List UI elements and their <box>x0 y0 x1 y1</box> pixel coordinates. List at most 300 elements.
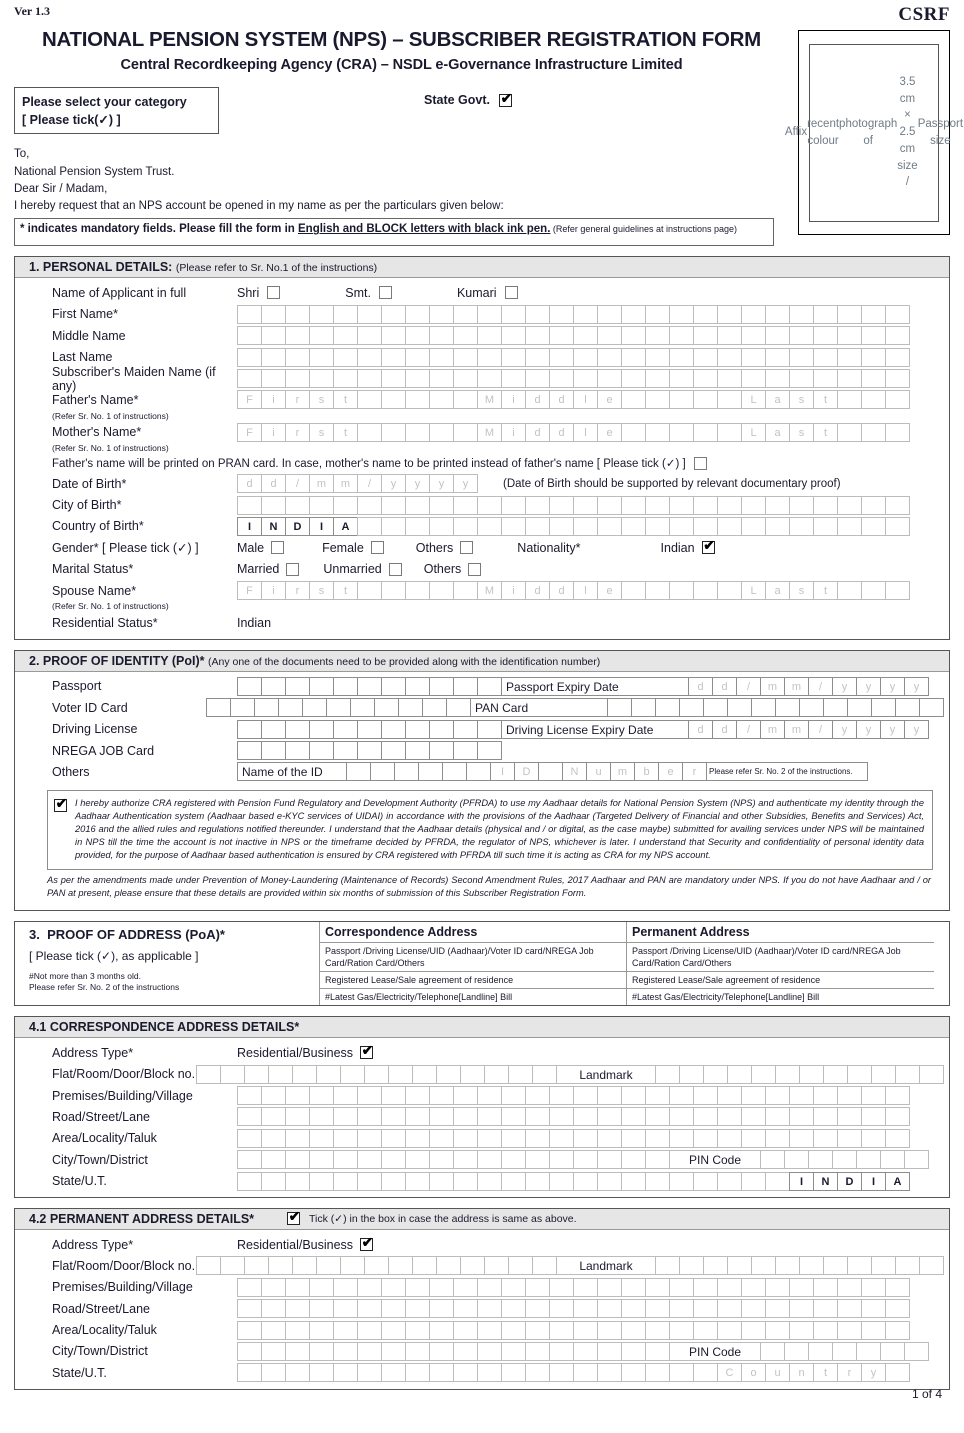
input-cell[interactable] <box>837 1086 862 1105</box>
input-cell[interactable] <box>765 305 790 324</box>
input-cell[interactable] <box>573 517 598 536</box>
input-cell[interactable]: d <box>549 423 574 442</box>
input-cell[interactable] <box>261 1172 286 1191</box>
input-cell[interactable] <box>717 348 742 367</box>
input-cell[interactable] <box>436 1065 461 1084</box>
input-cell[interactable] <box>669 1172 694 1191</box>
input-cell[interactable] <box>357 423 382 442</box>
state-govt-checkbox[interactable] <box>499 94 512 107</box>
input-cell[interactable] <box>326 698 351 717</box>
option-checkbox[interactable] <box>468 563 481 576</box>
salutation-checkbox[interactable] <box>267 286 280 299</box>
input-cell[interactable] <box>429 1278 454 1297</box>
input-cell[interactable]: m <box>784 720 809 739</box>
input-cell[interactable] <box>693 1172 718 1191</box>
input-cell[interactable] <box>880 1150 905 1169</box>
input-cell[interactable] <box>237 1086 262 1105</box>
input-cell[interactable] <box>453 1321 478 1340</box>
option-checkbox[interactable] <box>271 541 284 554</box>
perm-address-type-checkbox[interactable] <box>360 1238 373 1251</box>
input-cell[interactable] <box>573 1129 598 1148</box>
poa-doc-option[interactable]: #Latest Gas/Electricity/Telephone[Landline] Bill <box>627 988 934 1005</box>
input-cell[interactable] <box>466 762 491 781</box>
input-cell[interactable] <box>237 326 262 345</box>
input-cell[interactable] <box>357 677 382 696</box>
input-cell[interactable] <box>669 369 694 388</box>
input-cell[interactable] <box>717 1321 742 1340</box>
input-cell[interactable] <box>333 741 358 760</box>
input-cell[interactable] <box>333 1150 358 1169</box>
same-as-above-checkbox[interactable] <box>287 1212 300 1225</box>
input-cell[interactable] <box>237 720 262 739</box>
input-cell[interactable] <box>357 348 382 367</box>
input-cell[interactable] <box>525 305 550 324</box>
input-cell[interactable] <box>861 1278 886 1297</box>
input-cell[interactable] <box>453 517 478 536</box>
perm-address-type-option[interactable] <box>237 1238 373 1252</box>
input-cell[interactable]: l <box>573 390 598 409</box>
input-cell[interactable] <box>501 1150 526 1169</box>
input-cell[interactable] <box>501 496 526 515</box>
input-cell[interactable]: a <box>765 423 790 442</box>
input-cell[interactable]: I <box>490 762 515 781</box>
address-row-grid[interactable] <box>237 1342 928 1361</box>
input-cell[interactable] <box>261 741 286 760</box>
input-cell[interactable] <box>381 390 406 409</box>
input-cell[interactable]: d <box>525 423 550 442</box>
poa-doc-option[interactable]: Passport /Driving License/UID (Aadhaar)/Voter ID card/NREGA Job Card/Ration Card/Others <box>320 942 626 971</box>
input-cell[interactable] <box>237 348 262 367</box>
input-cell[interactable] <box>285 741 310 760</box>
input-cell[interactable] <box>477 517 502 536</box>
input-cell[interactable] <box>285 326 310 345</box>
input-cell[interactable]: D <box>837 1172 862 1191</box>
input-cell[interactable] <box>717 1107 742 1126</box>
input-cell[interactable]: o <box>741 1363 766 1382</box>
input-cell[interactable] <box>832 1342 857 1361</box>
input-cell[interactable] <box>525 1150 550 1169</box>
input-cell[interactable] <box>621 369 646 388</box>
input-cell[interactable] <box>832 1150 857 1169</box>
input-cell[interactable] <box>357 1363 382 1382</box>
input-cell[interactable] <box>880 1342 905 1361</box>
input-cell[interactable] <box>429 1172 454 1191</box>
input-cell[interactable] <box>429 677 454 696</box>
input-cell[interactable] <box>799 698 824 717</box>
input-cell[interactable] <box>621 390 646 409</box>
input-cell[interactable] <box>237 1278 262 1297</box>
input-cell[interactable]: / <box>808 677 833 696</box>
input-cell[interactable] <box>789 326 814 345</box>
input-cell[interactable] <box>789 1129 814 1148</box>
input-cell[interactable] <box>340 1256 365 1275</box>
input-cell[interactable] <box>357 1321 382 1340</box>
input-cell[interactable] <box>525 1172 550 1191</box>
input-cell[interactable] <box>693 1321 718 1340</box>
input-cell[interactable] <box>442 762 467 781</box>
input-cell[interactable] <box>268 1065 293 1084</box>
input-cell[interactable]: b <box>634 762 659 781</box>
input-cell[interactable] <box>525 1086 550 1105</box>
input-cell[interactable] <box>309 1172 334 1191</box>
input-cell[interactable] <box>856 1150 881 1169</box>
input-cell[interactable] <box>789 1086 814 1105</box>
input-cell[interactable] <box>429 496 454 515</box>
input-cell[interactable] <box>333 496 358 515</box>
input-cell[interactable] <box>405 1172 430 1191</box>
input-cell[interactable] <box>837 517 862 536</box>
input-cell[interactable] <box>237 1107 262 1126</box>
input-cell[interactable]: s <box>789 581 814 600</box>
input-cell[interactable] <box>895 1256 920 1275</box>
input-cell[interactable] <box>261 720 286 739</box>
input-cell[interactable] <box>453 496 478 515</box>
input-cell[interactable] <box>237 1129 262 1148</box>
input-cell[interactable]: y <box>861 1363 886 1382</box>
input-cell[interactable]: i <box>501 390 526 409</box>
input-cell[interactable] <box>885 369 910 388</box>
input-cell[interactable] <box>501 1107 526 1126</box>
input-cell[interactable] <box>412 1065 437 1084</box>
input-cell[interactable] <box>388 1256 413 1275</box>
input-cell[interactable] <box>621 581 646 600</box>
input-cell[interactable] <box>309 1150 334 1169</box>
input-cell[interactable] <box>597 496 622 515</box>
gender-male[interactable] <box>237 541 284 555</box>
input-cell[interactable]: A <box>885 1172 910 1191</box>
input-cell[interactable] <box>381 423 406 442</box>
input-cell[interactable] <box>621 1299 646 1318</box>
input-cell[interactable] <box>645 326 670 345</box>
input-cell[interactable] <box>237 1363 262 1382</box>
input-cell[interactable]: a <box>765 390 790 409</box>
address-row-grid[interactable] <box>237 1299 909 1318</box>
input-cell[interactable] <box>693 1278 718 1297</box>
input-cell[interactable] <box>309 1086 334 1105</box>
input-cell[interactable]: d <box>549 581 574 600</box>
input-cell[interactable] <box>549 1299 574 1318</box>
input-cell[interactable] <box>381 581 406 600</box>
input-cell[interactable]: e <box>658 762 683 781</box>
input-cell[interactable] <box>765 496 790 515</box>
input-cell[interactable] <box>717 326 742 345</box>
input-cell[interactable] <box>885 1299 910 1318</box>
input-cell[interactable] <box>477 720 502 739</box>
input-cell[interactable] <box>381 1150 406 1169</box>
input-cell[interactable] <box>357 369 382 388</box>
input-cell[interactable] <box>261 1086 286 1105</box>
input-cell[interactable] <box>741 348 766 367</box>
input-cell[interactable] <box>309 741 334 760</box>
input-cell[interactable] <box>206 698 231 717</box>
input-cell[interactable] <box>237 1299 262 1318</box>
input-cell[interactable] <box>381 1278 406 1297</box>
input-cell[interactable] <box>381 1129 406 1148</box>
input-cell[interactable] <box>244 1065 269 1084</box>
input-cell[interactable] <box>508 1256 533 1275</box>
input-cell[interactable] <box>418 762 443 781</box>
input-cell[interactable] <box>261 1321 286 1340</box>
input-cell[interactable] <box>285 305 310 324</box>
option-checkbox[interactable] <box>371 541 384 554</box>
input-cell[interactable] <box>196 1256 221 1275</box>
input-cell[interactable] <box>655 1065 680 1084</box>
input-cell[interactable] <box>871 1256 896 1275</box>
input-cell[interactable] <box>429 1321 454 1340</box>
input-cell[interactable] <box>333 1086 358 1105</box>
input-cell[interactable]: l <box>573 581 598 600</box>
input-cell[interactable]: r <box>837 1363 862 1382</box>
input-cell[interactable] <box>484 1065 509 1084</box>
input-cell[interactable] <box>333 1342 358 1361</box>
input-cell[interactable] <box>405 390 430 409</box>
input-cell[interactable] <box>381 348 406 367</box>
corr-address-type-option[interactable] <box>237 1046 373 1060</box>
input-cell[interactable]: t <box>333 581 358 600</box>
input-cell[interactable] <box>597 1299 622 1318</box>
input-cell[interactable] <box>717 1299 742 1318</box>
input-cell[interactable] <box>789 348 814 367</box>
input-cell[interactable] <box>885 517 910 536</box>
input-cell[interactable] <box>357 1107 382 1126</box>
input-cell[interactable] <box>370 762 395 781</box>
input-cell[interactable] <box>645 496 670 515</box>
input-cell[interactable] <box>813 369 838 388</box>
input-cell[interactable] <box>549 1172 574 1191</box>
input-cell[interactable] <box>597 1086 622 1105</box>
input-cell[interactable] <box>549 1321 574 1340</box>
input-cell[interactable] <box>333 1107 358 1126</box>
input-cell[interactable] <box>727 1065 752 1084</box>
aadhaar-authorization-checkbox[interactable] <box>54 799 67 812</box>
input-cell[interactable] <box>813 305 838 324</box>
nationality-checkbox[interactable] <box>702 541 715 554</box>
input-cell[interactable] <box>381 517 406 536</box>
pran-mother-name-checkbox[interactable] <box>694 457 707 470</box>
input-cell[interactable] <box>405 581 430 600</box>
input-cell[interactable]: d <box>525 390 550 409</box>
input-cell[interactable]: t <box>333 423 358 442</box>
input-cell[interactable] <box>645 1299 670 1318</box>
input-cell[interactable] <box>885 1086 910 1105</box>
input-cell[interactable]: d <box>237 474 262 493</box>
input-cell[interactable] <box>261 1278 286 1297</box>
input-cell[interactable] <box>885 423 910 442</box>
input-cell[interactable] <box>808 1342 833 1361</box>
input-cell[interactable] <box>381 326 406 345</box>
input-cell[interactable] <box>645 305 670 324</box>
input-cell[interactable]: m <box>760 677 785 696</box>
input-cell[interactable] <box>693 423 718 442</box>
input-cell[interactable] <box>799 1065 824 1084</box>
input-cell[interactable] <box>309 369 334 388</box>
input-cell[interactable] <box>501 369 526 388</box>
input-cell[interactable] <box>645 1321 670 1340</box>
input-cell[interactable] <box>453 369 478 388</box>
poa-doc-option[interactable]: #Latest Gas/Electricity/Telephone[Landline] Bill <box>320 988 626 1005</box>
input-cell[interactable] <box>237 496 262 515</box>
input-cell[interactable] <box>309 720 334 739</box>
name-row-grid[interactable] <box>237 326 909 345</box>
input-cell[interactable] <box>261 1150 286 1169</box>
input-cell[interactable] <box>741 496 766 515</box>
input-cell[interactable] <box>789 1278 814 1297</box>
input-cell[interactable] <box>669 1129 694 1148</box>
input-cell[interactable] <box>573 369 598 388</box>
input-cell[interactable] <box>621 1363 646 1382</box>
country-of-birth-grid[interactable] <box>237 517 909 536</box>
input-cell[interactable] <box>765 1107 790 1126</box>
input-cell[interactable]: d <box>712 720 737 739</box>
input-cell[interactable] <box>525 326 550 345</box>
input-cell[interactable] <box>621 423 646 442</box>
input-cell[interactable] <box>429 1107 454 1126</box>
input-cell[interactable]: L <box>741 390 766 409</box>
input-cell[interactable] <box>775 698 800 717</box>
input-cell[interactable] <box>381 677 406 696</box>
input-cell[interactable] <box>885 305 910 324</box>
input-cell[interactable] <box>525 1278 550 1297</box>
input-cell[interactable]: t <box>813 1363 838 1382</box>
input-cell[interactable]: y <box>904 677 929 696</box>
input-cell[interactable] <box>549 496 574 515</box>
address-row-grid[interactable] <box>237 1150 928 1169</box>
input-cell[interactable]: F <box>237 423 262 442</box>
input-cell[interactable] <box>549 1278 574 1297</box>
input-cell[interactable] <box>477 741 502 760</box>
input-cell[interactable] <box>285 1086 310 1105</box>
input-cell[interactable] <box>477 496 502 515</box>
input-cell[interactable] <box>573 1107 598 1126</box>
input-cell[interactable]: m <box>784 677 809 696</box>
input-cell[interactable] <box>573 1086 598 1105</box>
input-cell[interactable] <box>261 1129 286 1148</box>
input-cell[interactable] <box>837 348 862 367</box>
input-cell[interactable] <box>261 1342 286 1361</box>
input-cell[interactable] <box>453 720 478 739</box>
input-cell[interactable]: d <box>712 677 737 696</box>
input-cell[interactable] <box>549 1107 574 1126</box>
input-cell[interactable]: t <box>813 581 838 600</box>
input-cell[interactable] <box>374 698 399 717</box>
input-cell[interactable] <box>717 1086 742 1105</box>
input-cell[interactable] <box>645 348 670 367</box>
gender-female[interactable] <box>322 541 384 555</box>
input-cell[interactable] <box>861 423 886 442</box>
input-cell[interactable] <box>631 698 656 717</box>
input-cell[interactable] <box>477 369 502 388</box>
input-cell[interactable] <box>597 1172 622 1191</box>
input-cell[interactable] <box>381 1299 406 1318</box>
input-cell[interactable] <box>645 1086 670 1105</box>
input-cell[interactable] <box>717 369 742 388</box>
input-cell[interactable] <box>645 581 670 600</box>
input-cell[interactable] <box>285 1321 310 1340</box>
input-cell[interactable] <box>429 1086 454 1105</box>
input-cell[interactable] <box>333 1363 358 1382</box>
input-cell[interactable] <box>405 1129 430 1148</box>
input-cell[interactable] <box>717 581 742 600</box>
input-cell[interactable]: t <box>333 390 358 409</box>
input-cell[interactable] <box>453 326 478 345</box>
input-cell[interactable] <box>861 1299 886 1318</box>
input-cell[interactable] <box>309 677 334 696</box>
input-cell[interactable]: y <box>880 720 905 739</box>
input-cell[interactable] <box>405 1086 430 1105</box>
input-cell[interactable] <box>340 1065 365 1084</box>
input-cell[interactable] <box>405 1321 430 1340</box>
input-cell[interactable] <box>847 1256 872 1275</box>
input-cell[interactable] <box>381 720 406 739</box>
input-cell[interactable] <box>861 1321 886 1340</box>
input-cell[interactable] <box>381 369 406 388</box>
input-cell[interactable]: y <box>381 474 406 493</box>
input-cell[interactable]: l <box>573 423 598 442</box>
input-cell[interactable] <box>621 1278 646 1297</box>
input-cell[interactable] <box>453 305 478 324</box>
input-cell[interactable]: i <box>501 581 526 600</box>
input-cell[interactable] <box>597 1150 622 1169</box>
input-cell[interactable] <box>760 1342 785 1361</box>
input-cell[interactable] <box>703 698 728 717</box>
input-cell[interactable] <box>309 1107 334 1126</box>
input-cell[interactable] <box>861 496 886 515</box>
input-cell[interactable] <box>823 1065 848 1084</box>
input-cell[interactable] <box>405 1342 430 1361</box>
input-cell[interactable] <box>775 1256 800 1275</box>
poa-doc-option[interactable]: Passport /Driving License/UID (Aadhaar)/Voter ID card/NREGA Job Card/Ration Card/Others <box>627 942 934 971</box>
input-cell[interactable] <box>405 326 430 345</box>
input-cell[interactable]: M <box>477 423 502 442</box>
input-cell[interactable] <box>412 1256 437 1275</box>
input-cell[interactable] <box>309 1321 334 1340</box>
input-cell[interactable] <box>789 517 814 536</box>
input-cell[interactable] <box>895 698 920 717</box>
input-cell[interactable] <box>453 1342 478 1361</box>
input-cell[interactable] <box>693 1107 718 1126</box>
input-cell[interactable] <box>621 305 646 324</box>
input-cell[interactable] <box>364 1256 389 1275</box>
input-cell[interactable] <box>381 1363 406 1382</box>
input-cell[interactable] <box>861 390 886 409</box>
input-cell[interactable] <box>885 496 910 515</box>
input-cell[interactable]: s <box>309 581 334 600</box>
input-cell[interactable]: e <box>597 581 622 600</box>
input-cell[interactable]: d <box>688 677 713 696</box>
input-cell[interactable] <box>477 1278 502 1297</box>
input-cell[interactable]: / <box>285 474 310 493</box>
input-cell[interactable] <box>597 348 622 367</box>
input-cell[interactable] <box>333 305 358 324</box>
input-cell[interactable] <box>645 1129 670 1148</box>
salutation-shri[interactable] <box>237 286 280 300</box>
input-cell[interactable] <box>895 1065 920 1084</box>
input-cell[interactable] <box>309 348 334 367</box>
input-cell[interactable] <box>405 423 430 442</box>
input-cell[interactable] <box>333 1321 358 1340</box>
input-cell[interactable] <box>429 720 454 739</box>
input-cell[interactable] <box>679 698 704 717</box>
input-cell[interactable]: d <box>549 390 574 409</box>
input-cell[interactable] <box>789 1299 814 1318</box>
input-cell[interactable] <box>837 1321 862 1340</box>
input-cell[interactable] <box>813 1278 838 1297</box>
input-cell[interactable] <box>837 369 862 388</box>
input-cell[interactable] <box>196 1065 221 1084</box>
input-cell[interactable] <box>549 1086 574 1105</box>
input-cell[interactable] <box>861 369 886 388</box>
input-cell[interactable] <box>292 1065 317 1084</box>
